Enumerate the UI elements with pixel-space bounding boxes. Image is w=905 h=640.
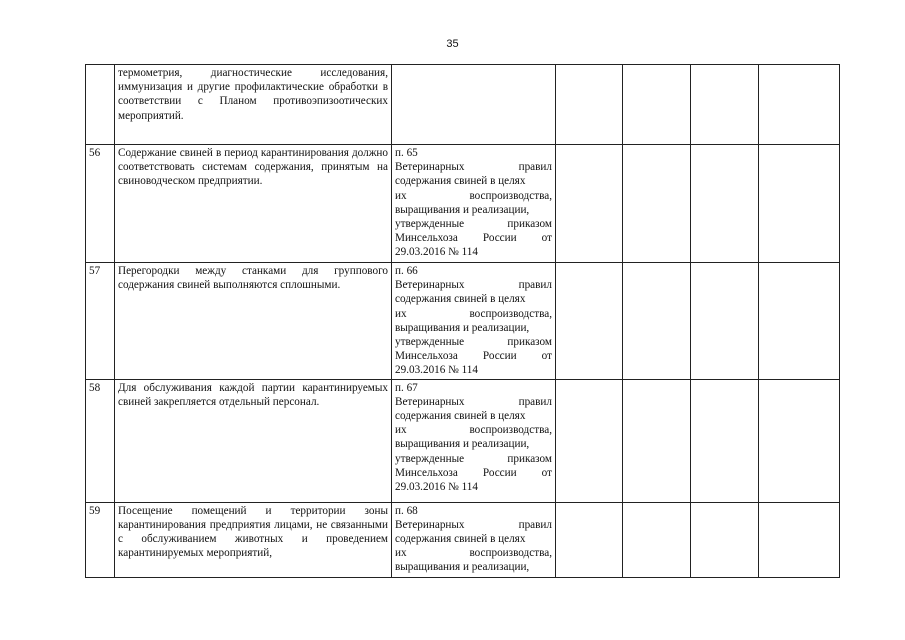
requirement-text: Содержание свиней в период карантинирования должно соответствовать системам содержания, принятым на свиноводческом предприятии. — [115, 145, 392, 263]
empty-cell — [556, 263, 623, 380]
reference-line: утвержденные приказом — [395, 218, 552, 231]
reference-line: 29.03.2016 № 114 — [395, 364, 478, 377]
empty-cell — [623, 502, 691, 577]
table-row — [86, 263, 840, 380]
empty-cell — [623, 65, 691, 145]
row-number: 59 — [86, 502, 115, 577]
checklist-table — [85, 64, 840, 578]
legal-reference — [392, 263, 556, 380]
reference-line: их воспроизводства, — [395, 424, 552, 437]
empty-cell — [759, 145, 840, 263]
reference-line: содержания свиней в целях — [395, 175, 526, 188]
reference-line: Минсельхоза России от — [395, 350, 552, 363]
empty-cell — [623, 263, 691, 380]
requirement-text: Перегородки между станками для группового содержания свиней выполняются сплошными. — [115, 263, 392, 380]
legal-reference — [392, 502, 556, 577]
reference-line: п. 66 — [395, 265, 418, 277]
legal-reference — [392, 65, 556, 145]
reference-line: выращивания и реализации, — [395, 203, 530, 216]
reference-line: утвержденные приказом — [395, 452, 552, 465]
empty-cell — [556, 65, 623, 145]
reference-line: их воспроизводства, — [395, 307, 552, 320]
empty-cell — [691, 263, 759, 380]
reference-line: 29.03.2016 № 114 — [395, 481, 478, 494]
reference-line: Ветеринарных правил — [395, 395, 552, 408]
reference-line: п. 68 — [395, 504, 418, 517]
empty-cell — [623, 145, 691, 263]
table-row — [86, 65, 840, 145]
row-number: 58 — [86, 379, 115, 502]
empty-cell — [691, 379, 759, 502]
reference-line: содержания свиней в целях — [395, 410, 526, 423]
empty-cell — [759, 65, 840, 145]
reference-line: 29.03.2016 № 114 — [395, 246, 478, 259]
empty-cell — [759, 502, 840, 577]
empty-cell — [691, 65, 759, 145]
reference-line: утвержденные приказом — [395, 336, 552, 349]
empty-cell — [759, 379, 840, 502]
empty-cell — [623, 379, 691, 502]
row-number: 57 — [86, 263, 115, 380]
reference-line: Ветеринарных правил — [395, 279, 552, 292]
legal-reference — [392, 379, 556, 502]
reference-line: п. 65 — [395, 147, 418, 159]
empty-cell — [556, 145, 623, 263]
requirement-text: Посещение помещений и территории зоны карантинирования предприятия лицами, не связанными с обслуживанием животных и проведением карантинируемых мероприятий, — [115, 502, 392, 577]
requirement-text: термометрия, диагностические исследования, иммунизация и другие профилактические обработки в соответствии с Планом противоэпизоотических мероприятий. — [115, 65, 392, 145]
reference-line: содержания свиней в целях — [395, 293, 526, 306]
empty-cell — [691, 145, 759, 263]
reference-line: выращивания и реализации, — [395, 561, 530, 574]
empty-cell — [691, 502, 759, 577]
requirement-text: Для обслуживания каждой партии карантинируемых свиней закрепляется отдельный персонал. — [115, 379, 392, 502]
table-row — [86, 145, 840, 263]
empty-cell — [556, 502, 623, 577]
row-number — [86, 65, 115, 145]
reference-line: выращивания и реализации, — [395, 321, 530, 334]
empty-cell — [556, 379, 623, 502]
reference-line: Ветеринарных правил — [395, 518, 552, 531]
table-row — [86, 502, 840, 577]
row-number: 56 — [86, 145, 115, 263]
reference-line: Минсельхоза России от — [395, 232, 552, 245]
reference-line: п. 67 — [395, 381, 418, 394]
table-row — [86, 379, 840, 502]
reference-line: их воспроизводства, — [395, 547, 552, 560]
legal-reference — [392, 145, 556, 263]
page-number: 35 — [446, 38, 459, 50]
empty-cell — [759, 263, 840, 380]
reference-line: выращивания и реализации, — [395, 438, 530, 451]
reference-line: Ветеринарных правил — [395, 161, 552, 174]
reference-line: содержания свиней в целях — [395, 533, 526, 546]
reference-line: их воспроизводства, — [395, 189, 552, 202]
reference-line: Минсельхоза России от — [395, 466, 552, 479]
